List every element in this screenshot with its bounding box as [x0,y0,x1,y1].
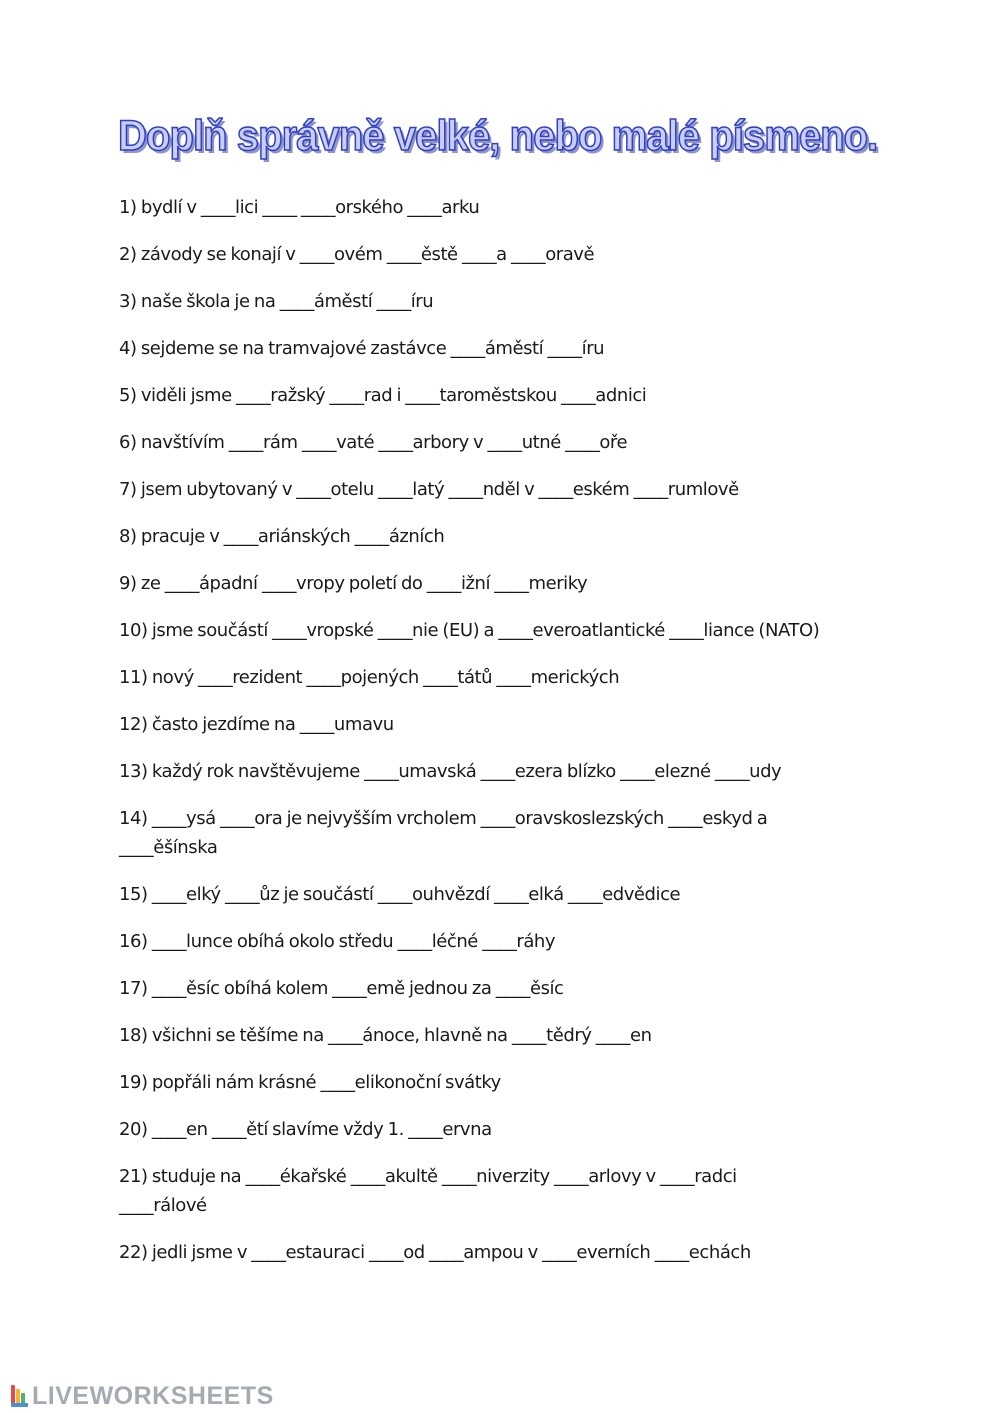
liveworksheets-logo-icon [10,1383,30,1409]
exercise-line: 6) navštívím ____rám ____vaté ____arbory v ____utné ____oře [119,432,628,453]
exercise-line: 21) studuje na ____ékařské ____akultě ____niverzity ____arlovy v ____radci [119,1166,737,1187]
liveworksheets-logo [10,1380,274,1412]
liveworksheets-logo-text: LIVEWORKSHEETS [32,1381,274,1410]
exercise-line: 20) ____en ____ětí slavíme vždy 1. ____ervna [119,1119,492,1140]
exercise-line-continuation: ____ěšínska [119,837,218,858]
exercise-line: 2) závody se konají v ____ovém ____ěstě ____a ____oravě [119,244,595,265]
exercise-item [119,616,919,645]
exercise-line: 18) všichni se těšíme na ____ánoce, hlavně na ____tědrý ____en [119,1025,652,1046]
exercise-line: 9) ze ____ápadní ____vropy poletí do ____ižní ____meriky [119,573,588,594]
exercise-line: 19) popřáli nám krásné ____elikonoční svátky [119,1072,501,1093]
exercise-line: 16) ____lunce obíhá okolo středu ____léčné ____ráhy [119,931,556,952]
exercise-line: 7) jsem ubytovaný v ____otelu ____latý ____nděl v ____eském ____rumlově [119,479,739,500]
exercise-list [119,193,919,1285]
exercise-item [119,381,919,410]
exercise-line: 1) bydlí v ____lici ____ ____orského ____arku [119,197,480,218]
exercise-item [119,663,919,692]
exercise-item [119,1021,919,1050]
exercise-line-continuation: ____rálové [119,1195,207,1216]
exercise-line: 10) jsme součástí ____vropské ____nie (EU) a ____everoatlantické ____liance (NATO) [119,620,820,641]
exercise-item [119,1068,919,1097]
exercise-line: 12) často jezdíme na ____umavu [119,714,394,735]
exercise-item [119,428,919,457]
exercise-item [119,880,919,909]
exercise-line: 17) ____ěsíc obíhá kolem ____emě jednou za ____ěsíc [119,978,564,999]
exercise-item [119,240,919,269]
exercise-line: 22) jedli jsme v ____estauraci ____od ____ampou v ____everních ____echách [119,1242,751,1263]
exercise-line: 14) ____ysá ____ora je nejvyšším vrcholem ____oravskoslezských ____eskyd a [119,808,768,829]
exercise-item [119,927,919,956]
exercise-item [119,1115,919,1144]
exercise-item [119,193,919,222]
exercise-item [119,475,919,504]
exercise-item [119,974,919,1003]
exercise-item [119,710,919,739]
exercise-item [119,757,919,786]
exercise-line: 8) pracuje v ____ariánských ____ázních [119,526,445,547]
exercise-line: 11) nový ____rezident ____pojených ____tátů ____merických [119,667,620,688]
worksheet-title: Doplň správně velké, nebo malé písmeno. [118,112,878,160]
exercise-line: 4) sejdeme se na tramvajové zastávce ____áměstí ____íru [119,338,605,359]
exercise-item [119,334,919,363]
exercise-line: 13) každý rok navštěvujeme ____umavská ____ezera blízko ____elezné ____udy [119,761,782,782]
exercise-item [119,569,919,598]
exercise-line: 3) naše škola je na ____áměstí ____íru [119,291,434,312]
exercise-item [119,522,919,551]
exercise-item [119,287,919,316]
exercise-item [119,1238,919,1267]
exercise-item [119,1162,919,1220]
exercise-line: 15) ____elký ____ůz je součástí ____ouhvězdí ____elká ____edvědice [119,884,681,905]
exercise-line: 5) viděli jsme ____ražský ____rad i ____taroměstskou ____adnici [119,385,647,406]
exercise-item [119,804,919,862]
